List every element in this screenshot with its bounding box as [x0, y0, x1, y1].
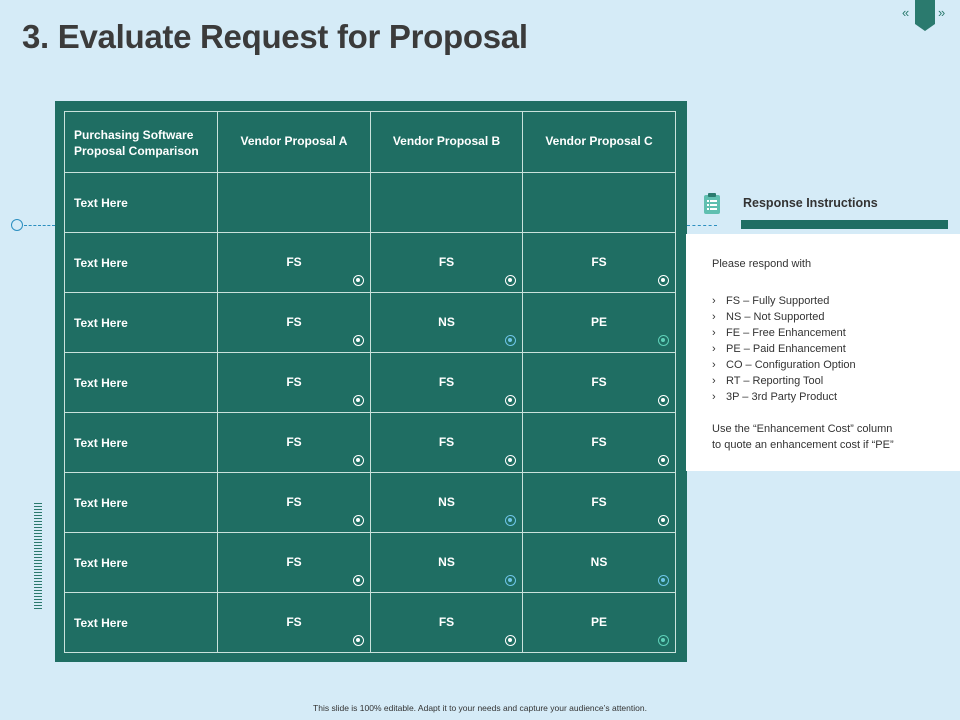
status-radio-icon	[353, 455, 364, 466]
row-label-cell: Text Here	[65, 593, 218, 653]
table-cell: NS	[371, 293, 523, 353]
table-cell: NS	[371, 473, 523, 533]
list-item: › NS – Not Supported	[712, 311, 825, 323]
table-cell: FS	[523, 353, 676, 413]
connector-circle-icon	[11, 219, 23, 231]
table-header-row	[65, 112, 676, 173]
status-radio-icon	[505, 335, 516, 346]
decorative-ticks	[34, 503, 42, 611]
table-cell: FS	[218, 233, 371, 293]
table-cell: FS	[371, 233, 523, 293]
table-cell: PE	[523, 293, 676, 353]
table-cell: FS	[523, 473, 676, 533]
table-cell: NS	[523, 533, 676, 593]
next-slide-icon[interactable]: »	[938, 5, 946, 20]
table-cell: FS	[523, 413, 676, 473]
row-label-cell: Text Here	[65, 413, 218, 473]
list-item: › RT – Reporting Tool	[712, 375, 824, 387]
table-row	[65, 413, 676, 473]
table-row	[65, 593, 676, 653]
table-cell: FS	[371, 353, 523, 413]
table-cell: FS	[218, 593, 371, 653]
table-cell: FS	[218, 353, 371, 413]
table-cell	[523, 173, 676, 233]
status-radio-icon	[658, 395, 669, 406]
list-item: › PE – Paid Enhancement	[712, 343, 846, 355]
table-header-cell: Vendor Proposal A	[218, 112, 371, 173]
status-radio-icon	[505, 635, 516, 646]
response-instructions-panel	[686, 234, 960, 471]
list-item: › FS – Fully Supported	[712, 295, 830, 307]
table-cell: FS	[371, 593, 523, 653]
slide-title: 3. Evaluate Request for Proposal	[22, 18, 528, 55]
table-row	[65, 473, 676, 533]
table-cell: FS	[523, 233, 676, 293]
response-intro: Please respond with	[712, 258, 812, 270]
table-row	[65, 293, 676, 353]
status-radio-icon	[505, 455, 516, 466]
status-radio-icon	[505, 575, 516, 586]
status-radio-icon	[505, 395, 516, 406]
row-label-cell: Text Here	[65, 173, 218, 233]
status-radio-icon	[353, 335, 364, 346]
status-radio-icon	[353, 395, 364, 406]
comparison-table	[64, 111, 676, 653]
bookmark-ribbon-icon	[915, 0, 935, 24]
table-header-cell: Vendor Proposal B	[371, 112, 523, 173]
connector-line-right	[687, 225, 717, 226]
clipboard-list-icon	[703, 193, 721, 214]
table-header-cell: Vendor Proposal C	[523, 112, 676, 173]
list-item: › CO – Configuration Option	[712, 359, 856, 371]
status-radio-icon	[658, 575, 669, 586]
table-row	[65, 533, 676, 593]
prev-slide-icon[interactable]: «	[902, 5, 910, 20]
table-cell: FS	[218, 533, 371, 593]
row-label-cell: Text Here	[65, 233, 218, 293]
status-radio-icon	[658, 635, 669, 646]
response-code-list	[712, 293, 856, 405]
row-label-cell: Text Here	[65, 353, 218, 413]
connector-line-left	[24, 225, 55, 226]
table-row	[65, 173, 676, 233]
response-note: Use the “Enhancement Cost” column to quote an enhancement cost if “PE”	[712, 423, 894, 451]
table-cell: FS	[371, 413, 523, 473]
table-cell	[218, 173, 371, 233]
list-item: › 3P – 3rd Party Product	[712, 391, 838, 403]
status-radio-icon	[353, 635, 364, 646]
status-radio-icon	[353, 275, 364, 286]
status-radio-icon	[658, 335, 669, 346]
table-cell: FS	[218, 473, 371, 533]
row-label-cell: Text Here	[65, 473, 218, 533]
comparison-table-container	[55, 101, 687, 662]
status-radio-icon	[353, 575, 364, 586]
table-cell: FS	[218, 293, 371, 353]
row-label-cell: Text Here	[65, 293, 218, 353]
table-row	[65, 233, 676, 293]
response-instructions-title: Response Instructions	[743, 196, 878, 210]
status-radio-icon	[658, 455, 669, 466]
list-item: › FE – Free Enhancement	[712, 327, 846, 339]
slide-footer: This slide is 100% editable. Adapt it to your needs and capture your audience’s attention.	[313, 703, 647, 713]
status-radio-icon	[505, 515, 516, 526]
table-cell: PE	[523, 593, 676, 653]
table-header-cell: Purchasing Software Proposal Comparison	[65, 112, 218, 173]
status-radio-icon	[658, 515, 669, 526]
table-row	[65, 353, 676, 413]
table-cell: NS	[371, 533, 523, 593]
slide-nav	[900, 0, 950, 32]
status-radio-icon	[658, 275, 669, 286]
response-title-bar	[741, 220, 948, 229]
row-label-cell: Text Here	[65, 533, 218, 593]
status-radio-icon	[353, 515, 364, 526]
status-radio-icon	[505, 275, 516, 286]
table-cell	[371, 173, 523, 233]
table-cell: FS	[218, 413, 371, 473]
